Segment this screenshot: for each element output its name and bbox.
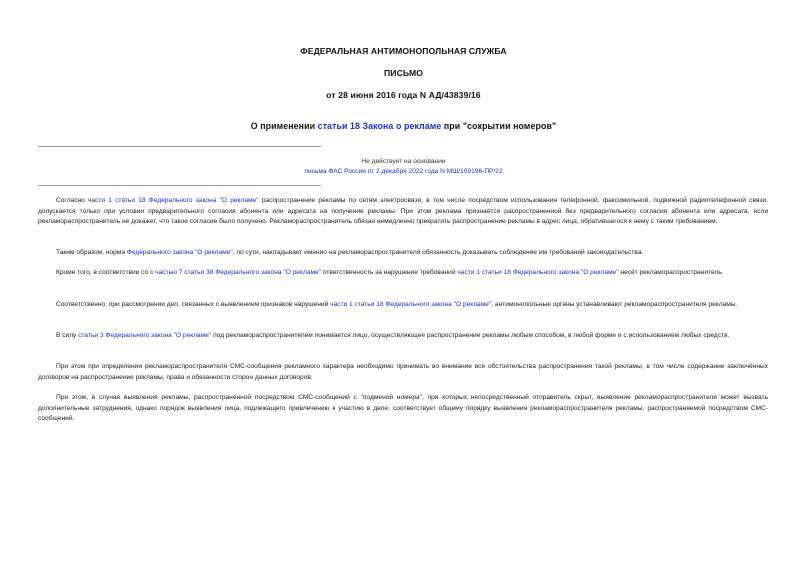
status-basis-link[interactable]: письма ФАС России от 2 декабря 2022 года N МШ/109196-ПР/22	[304, 168, 503, 175]
p5-text-b: под рекламораспространителем понимается лицо, осуществляющее распространение рекламы любым способом, в любой форме и с использованием любых средств.	[211, 332, 730, 339]
p4-text-b: , антимонопольные органы устанавливают рекламораспространителя рекламы.	[491, 301, 738, 308]
paragraph-4	[38, 300, 768, 311]
title-law-link[interactable]: статьи 18 Закона о рекламе	[317, 121, 442, 131]
divider-top	[38, 146, 321, 147]
p4-law-link[interactable]: части 1 статьи 18 Федерального закона "О рекламе"	[330, 301, 492, 308]
p3-law-link-1[interactable]: частью 7 статьи 38 Федерального закона "О рекламе"	[155, 269, 322, 276]
agency-name: ФЕДЕРАЛЬНАЯ АНТИМОНОПОЛЬНАЯ СЛУЖБА	[300, 46, 507, 56]
p3-text-c: несёт рекламораспространитель.	[618, 269, 724, 276]
p4-text-a: Соответственно, при рассмотрении дел, связанных с выявлением признаков нарушений	[56, 301, 331, 308]
p1-law-link[interactable]: части 1 статьи 18 Федерального закона "О рекламе"	[87, 197, 259, 204]
title-suffix: при "сокрытии номеров"	[441, 121, 557, 131]
p1-text-b: распространение рекламы по сетям электросвязи, в том числе посредством использования телефонной, факсимильной, подвижной радиотелефонной связи, допускается только при условии предварительного согласия абонента или адресата на получение рекламы. При этом реклама признаётся распространенной без предварительного согласия абонента или адресата, если рекламораспространитель не докажет, что такое согласие было получено. Рекламораспространитель обязан немедленно прекратить распространение рекламы в адрес лица, обратившегося к нему с таким требованием.	[38, 197, 768, 226]
paragraph-6: При этом при определении рекламораспространителя СМС-сообщения рекламного характера необходимо принимать во внимание все обстоятельства распространения такой рекламы, в том числе содержание заключённых договоров на распространение рекламы, права и обязанности сторон данных договоров.	[38, 363, 768, 381]
p3-law-link-2[interactable]: части 1 статьи 18 Федерального закона "О рекламе"	[457, 269, 619, 276]
p5-law-link[interactable]: статьи 3 Федерального закона "О рекламе"	[78, 332, 212, 339]
p2-text-a: Таким образом, норма	[56, 249, 127, 256]
paragraph-2	[38, 248, 768, 259]
p2-text-b: , по сути, накладывает именно на рекламораспространителя обязанность доказывать соблюдение им требований законодательства.	[232, 249, 644, 256]
document-type: ПИСЬМО	[384, 68, 423, 78]
title-prefix: О применении	[250, 121, 318, 131]
document-date-number: от 28 июня 2016 года N АД/43839/16	[326, 90, 481, 100]
divider-bottom	[38, 185, 321, 186]
document-title	[0, 121, 807, 131]
paragraph-1	[38, 196, 768, 228]
paragraph-3	[38, 268, 768, 279]
status-note: Не действует на основании	[361, 158, 446, 165]
paragraph-7: При этом, в случае выявления рекламы, распространённой посредством СМС-сообщений с "подменой номера", при которых непосредственный отправитель скрыт, выявление рекламораспространителя может вызвать дополнительные затруднения, однако порядок выявления лица, подлежащего привлечению к участию в деле, соответствует общему порядку выявления рекламораспространителя рекламы, распространяемой посредством СМС-сообщений.	[38, 394, 768, 423]
p3-text-b: ответственность за нарушение требований	[321, 269, 458, 276]
p2-law-link[interactable]: Федерального закона "О рекламе"	[126, 249, 233, 256]
paragraph-5	[38, 331, 768, 342]
p3-text-a: Кроме того, в соответствии со с	[56, 269, 156, 276]
p1-text-a: Согласно	[56, 197, 88, 204]
status-link-line	[0, 167, 807, 177]
p5-text-a: В силу	[56, 332, 79, 339]
